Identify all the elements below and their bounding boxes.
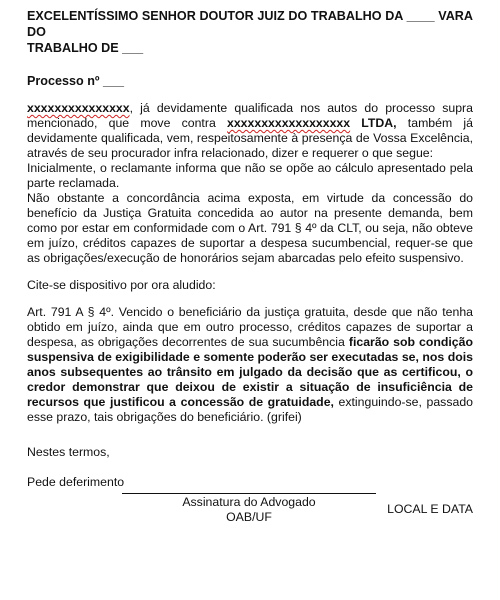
paragraph-nao-obstante: Não obstante a concordância acima exposta, em virtude da concessão do benefício da Justiça Gratuita concedida ao autor na presente demanda, bem como por estar em conformidade com o Art. 791 § 4º da CLT, ou seja, não obteve em juízo, créditos capazes de suportar a despesa sucumbencial, requer-se que as obrigações/execução de honorários sejam abarcadas pelo efeito suspensivo. bbox=[27, 191, 473, 265]
cite-text: Cite-se dispositivo por ora aludido: bbox=[27, 278, 216, 292]
plaintiff-name-placeholder: xxxxxxxxxxxxxxx bbox=[27, 101, 130, 115]
article-quote bbox=[27, 305, 473, 425]
paragraph-inicialmente: Inicialmente, o reclamante informa que não se opõe ao cálculo apresentado pela parte reclamada. bbox=[27, 161, 473, 190]
article-bold: ficarão sob condição suspensiva de exigibilidade e somente poderão ser executadas se, nos dois anos subsequentes ao trânsito em julgado da decisão que as certificou, o credor demonstrar que deixou de existir a situação de insuficiência de recursos que justificou a concessão de gratuidade, bbox=[27, 335, 473, 409]
article-text-b: extinguindo-se, passado esse prazo, tais obrigações do beneficiário. (grifei) bbox=[27, 395, 473, 424]
heading-line-2: TRABALHO DE ___ bbox=[27, 41, 144, 55]
heading-line-1: EXCELENTÍSSIMO SENHOR DOUTOR JUIZ DO TRABALHO DA ____ VARA DO bbox=[27, 9, 473, 39]
intro-paragraph bbox=[27, 101, 473, 161]
signature-name: Assinatura do Advogado bbox=[182, 495, 316, 509]
request-text: Pede deferimento bbox=[27, 475, 125, 489]
signature-oab: OAB/UF bbox=[226, 510, 272, 524]
intro-text-a: , já devidamente qualificada nos autos do processo supra mencionado, que move contra bbox=[27, 101, 473, 130]
company-name-placeholder: xxxxxxxxxxxxxxxxxx bbox=[227, 116, 351, 130]
heading bbox=[27, 8, 473, 56]
place-and-date: LOCAL E DATA bbox=[387, 502, 473, 516]
company-suffix: LTDA, bbox=[350, 116, 397, 130]
article-text-a: Art. 791 A § 4º. Vencido o beneficiário da justiça gratuita, desde que não tenha obtido em juízo, ainda que em outro processo, créditos capazes de suportar a despesa, as obrigações decorrentes de sua sucumbência bbox=[27, 305, 473, 349]
petition-document bbox=[27, 8, 473, 517]
signature-line bbox=[122, 493, 376, 494]
closing-text: Nestes termos, bbox=[27, 445, 110, 459]
intro-text-b: também já devidamente qualificada, vem, respeitosamente à presença de Vossa Excelência, através de seu procurador infra relacionado, dizer e requerer o que segue: bbox=[27, 116, 474, 160]
processo-number: Processo nº ___ bbox=[27, 74, 125, 88]
